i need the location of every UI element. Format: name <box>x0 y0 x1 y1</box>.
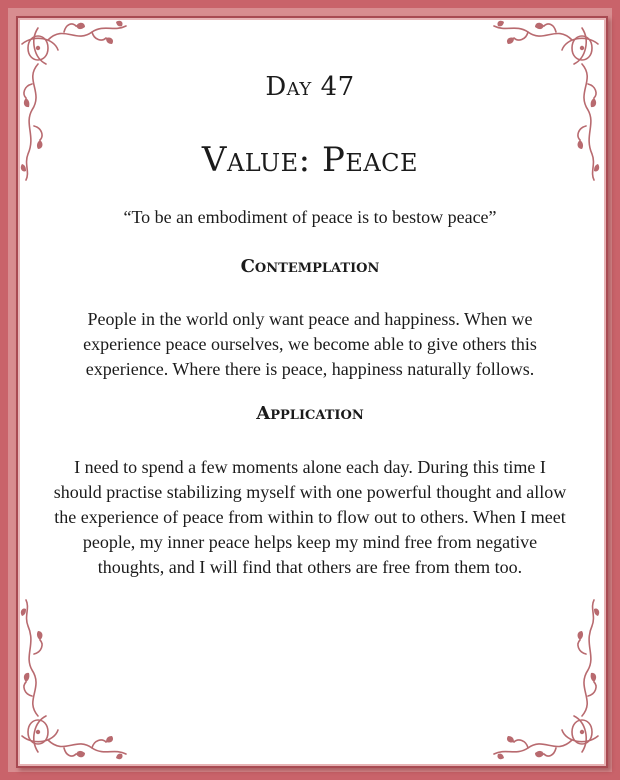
page-title: Value: Peace <box>201 140 419 180</box>
quote: “To be an embodiment of peace is to bestow peace” <box>123 207 497 227</box>
corner-ornament-bottom-left-icon <box>14 596 134 766</box>
application-heading: Application <box>256 403 364 424</box>
day-label: Day 47 <box>265 72 355 102</box>
contemplation-heading: Contemplation <box>240 256 380 277</box>
corner-ornament-bottom-right-icon <box>486 596 606 766</box>
contemplation-text: People in the world only want peace and happiness. When we experience peace ourselves, we become able to give others this experience. Where there is peace, happiness naturally follows. <box>83 309 537 379</box>
application-text: I need to spend a few moments alone each day. During this time I should practise stabilizing myself with one powerful thought and allow the experience of peace from within to flow out to others. When I meet people, my inner peace helps keep my mind free from negative thoughts, and I will find that others are free from them too. <box>53 457 567 577</box>
